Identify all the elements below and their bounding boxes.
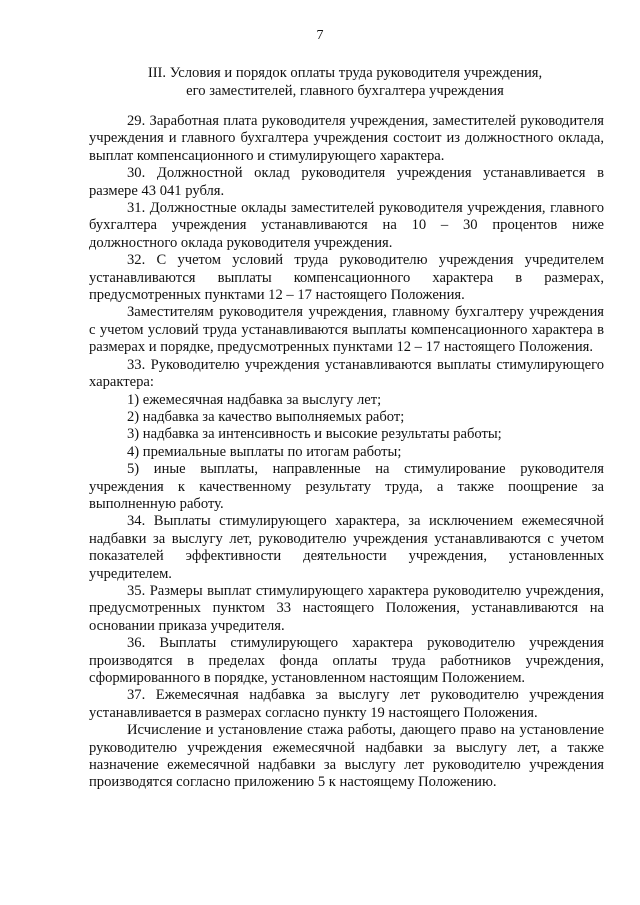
paragraph-33: 33. Руководителю учреждения устанавливаются выплаты стимулирующего характера:	[89, 356, 604, 391]
list-item-2: 2) надбавка за качество выполняемых работ;	[127, 408, 405, 425]
paragraph-32-deputies: Заместителям руководителя учреждения, главному бухгалтеру учреждения с учетом условий труда устанавливаются выплаты компенсационного характера в размерах и порядке, предусмотренных пунктами 12 – 17 настоящего Положения.	[89, 304, 604, 356]
list-item-4: 4) премиальные выплаты по итогам работы;	[127, 443, 402, 460]
paragraph-37-calculation: Исчисление и установление стажа работы, дающего право на установление руководителю учреждения ежемесячной надбавки за выслугу лет, а также назначение ежемесячной надбавки за выслугу лет руководителю учреждения производятся согласно приложению 5 к настоящему Положению.	[89, 722, 604, 791]
list-item-1: 1) ежемесячная надбавка за выслугу лет;	[127, 391, 382, 408]
paragraph-29: 29. Заработная плата руководителя учреждения, заместителей руководителя учреждения и главного бухгалтера учреждения состоит из должностного оклада, выплат компенсационного и стимулирующего характера.	[89, 113, 604, 164]
section-title-line-1: III. Условия и порядок оплаты труда руководителя учреждения,	[147, 65, 543, 81]
list-item-5: 5) иные выплаты, направленные на стимулирование руководителя учреждения к качественному результату труда, а также поощрение за выполненную работу.	[89, 461, 604, 512]
paragraph-31: 31. Должностные оклады заместителей руководителя учреждения, главного бухгалтера учреждения устанавливаются на 10 – 30 процентов ниже должностного оклада руководителя учреждения.	[89, 200, 604, 251]
paragraph-32: 32. С учетом условий труда руководителю учреждения учредителем устанавливаются выплаты компенсационного характера в размерах, предусмотренных пунктами 12 – 17 настоящего Положения.	[89, 252, 604, 304]
page-number: 7	[316, 28, 324, 43]
paragraph-37: 37. Ежемесячная надбавка за выслугу лет руководителю учреждения устанавливается в размерах согласно пункту 19 настоящего Положения.	[89, 687, 604, 721]
paragraph-35: 35. Размеры выплат стимулирующего характера руководителю учреждения, предусмотренных пунктом 33 настоящего Положения, устанавливаются на основании приказа учредителя.	[89, 582, 604, 634]
section-title	[110, 64, 580, 100]
paragraph-30: 30. Должностной оклад руководителя учреждения устанавливается в размере 43 041 рубля.	[89, 165, 604, 199]
document-body	[89, 113, 604, 792]
paragraph-34: 34. Выплаты стимулирующего характера, за исключением ежемесячной надбавки за выслугу лет, руководителю учреждения устанавливаются с учетом показателей эффективности деятельности учреждения, установленных учредителем.	[89, 513, 604, 582]
section-title-line-2: его заместителей, главного бухгалтера учреждения	[186, 83, 504, 99]
list-item-3: 3) надбавка за интенсивность и высокие результаты работы;	[127, 426, 502, 443]
paragraph-36: 36. Выплаты стимулирующего характера руководителю учреждения производятся в пределах фонда оплаты труда работников учреждения, сформированного в порядке, установленном настоящим Положением.	[89, 635, 604, 686]
